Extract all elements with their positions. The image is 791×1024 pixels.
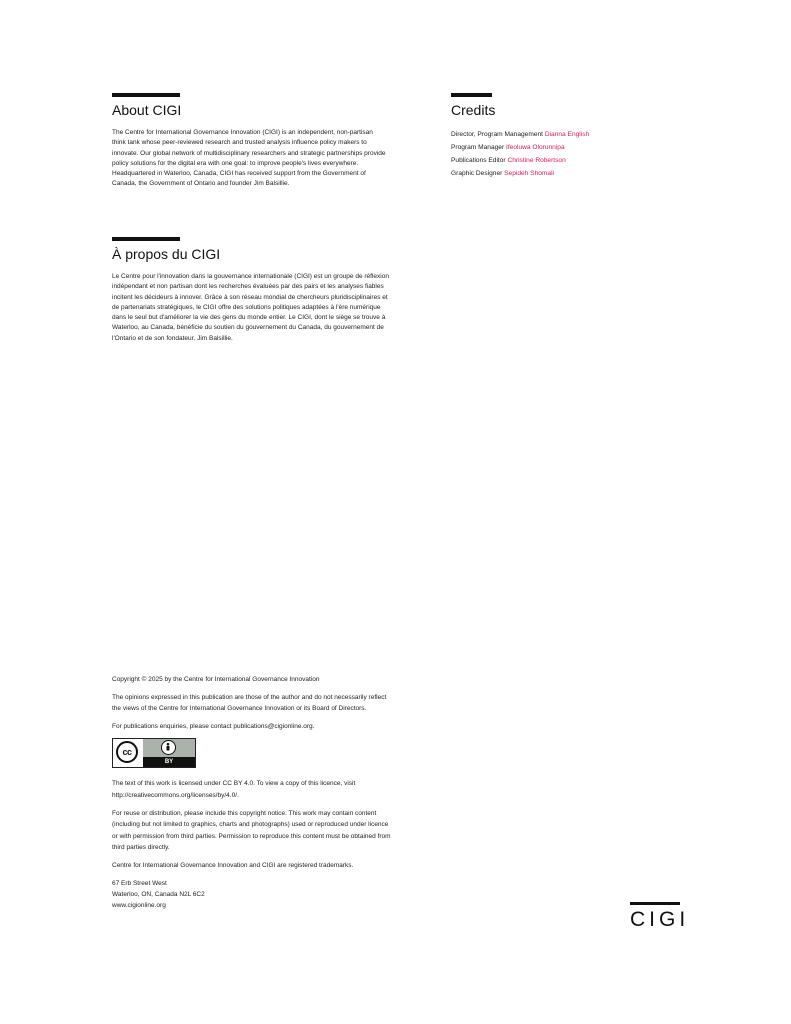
credit-name: Sepideh Shomali <box>504 170 555 177</box>
copyright-text: Copyright © 2025 by the Centre for International Governance Innovation <box>112 676 320 683</box>
logo-text: CIGI <box>630 908 690 931</box>
address-line: 67 Erb Street West <box>112 879 167 887</box>
apropos-title: À propos du CIGI <box>112 246 221 262</box>
cigi-logo <box>630 902 690 932</box>
apropos-text: Le Centre pour l'innovation dans la gouvernance internationale (CIGI) est un groupe de réflexion indépendant et non partisan dont les recherches évaluées par des pairs et les analyses fiables incitent les décideurs à innover. Grâce à son réseau mondial de chercheurs pluridisciplinaires et de partenariats stratégiques, le CIGI offre des solutions politiques adaptées à l'ère numérique dans le seul but d'améliorer la vie des gens du monde entier. Le CIGI, dont le siège se trouve à Waterloo, au Canada, bénéficie du soutien du gouvernement du Canada, du gouvernement de l'Ontario et de son fondateur, Jim Balsillie. <box>112 273 389 342</box>
about-text: The Centre for International Governance Innovation (CIGI) is an independent, non-partisan think tank whose peer-reviewed research and trusted analysis influence policy makers to innovate. Our global network of multidisciplinary researchers and strategic partnerships provide policy solutions for the digital era with one goal: to improve people's lives everywhere. Headquartered in Waterloo, Canada, CIGI has received support from the Government of Canada, the Government of Ontario and founder Jim Balsillie. <box>112 129 386 188</box>
section-rule <box>112 93 180 97</box>
credit-role: Publications Editor <box>451 157 506 164</box>
cc-by-label: BY <box>143 757 195 767</box>
reuse-text: For reuse or distribution, please include this copyright notice. This work may contain content (including but not limited to graphics, charts and photographs) used or reproduced under licence or with permission from third parties. Permission to reproduce this content must be obtained from third parties directly. <box>112 809 391 852</box>
about-section <box>112 93 387 190</box>
credit-role: Director, Program Management <box>451 131 543 138</box>
legal-section <box>112 674 392 911</box>
credit-name: Christine Robertson <box>507 157 566 164</box>
creative-commons-icon: cc <box>116 741 138 763</box>
cc-by-license-badge <box>112 738 196 768</box>
address-line: Waterloo, ON, Canada N2L 6C2 <box>112 890 205 898</box>
section-rule <box>451 93 492 97</box>
credit-row <box>451 167 701 180</box>
credits-section <box>451 93 701 180</box>
credit-name: Ifeoluwa Olorunnipa <box>505 144 565 151</box>
opinions-text: The opinions expressed in this publication are those of the author and do not necessarily reflect the views of the Centre for International Governance Innovation or its Board of Directors. <box>112 693 387 713</box>
credit-row <box>451 154 701 167</box>
credit-row <box>451 128 701 141</box>
trademarks-text: Centre for International Governance Innovation and CIGI are registered trademarks. <box>112 861 354 869</box>
cc-by-panel <box>143 739 195 767</box>
enquiries-text: For publications enquiries, please contact publications@cigionline.org. <box>112 722 315 730</box>
website-link[interactable]: www.cigionline.org <box>112 901 166 909</box>
licence-text: The text of this work is licensed under CC BY 4.0. To view a copy of this licence, visit http://creativecommons.org/licenses/by/4.0/. <box>112 780 356 799</box>
credit-row <box>451 141 701 154</box>
credits-title: Credits <box>451 102 496 118</box>
attribution-person-icon <box>161 740 176 755</box>
credit-role: Graphic Designer <box>451 170 503 177</box>
address-block <box>112 878 392 911</box>
credit-role: Program Manager <box>451 144 505 151</box>
apropos-section <box>112 237 389 344</box>
logo-rule <box>630 902 680 905</box>
credit-name: Dianna English <box>544 131 590 138</box>
about-title: About CIGI <box>112 102 182 118</box>
section-rule <box>112 237 180 241</box>
credits-list <box>451 128 701 180</box>
